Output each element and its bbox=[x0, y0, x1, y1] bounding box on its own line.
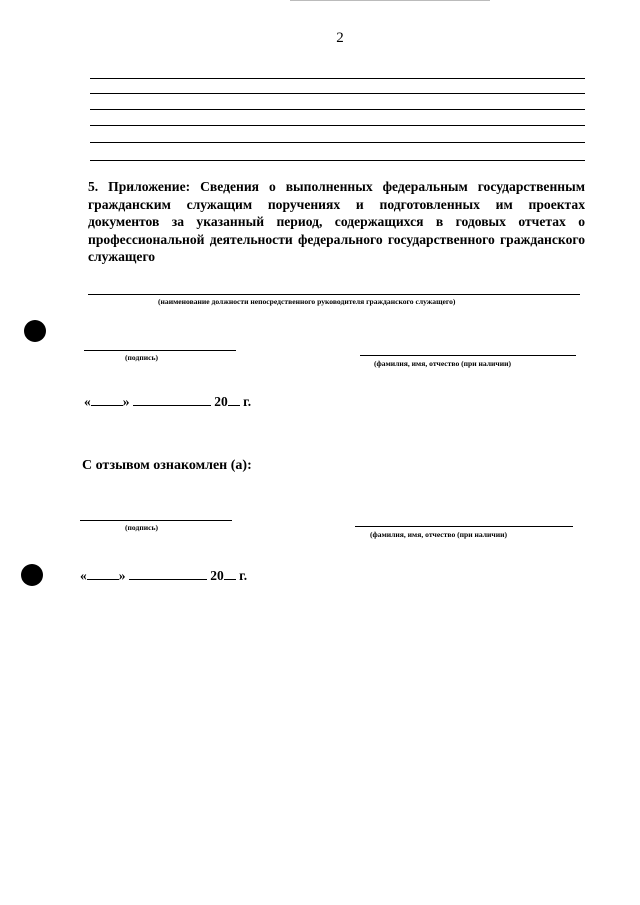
supervisor-position-caption: (наименование должности непосредственного руководителя гражданского служащего) bbox=[158, 297, 456, 306]
date-line-2 bbox=[80, 567, 247, 584]
date-2-year-blank bbox=[224, 567, 236, 580]
date-1-day-blank bbox=[91, 393, 123, 406]
blank-line-5 bbox=[90, 142, 585, 143]
acknowledgement-label: С отзывом ознакомлен (а): bbox=[82, 458, 252, 473]
date-1-year-prefix: 20 bbox=[214, 394, 228, 409]
blank-line-1 bbox=[90, 78, 585, 79]
date-1-year-suffix: г. bbox=[243, 394, 252, 409]
date-2-year-prefix: 20 bbox=[210, 568, 224, 583]
date-2-close-quote: » bbox=[118, 568, 126, 583]
blank-line-6 bbox=[90, 160, 585, 161]
date-line-1 bbox=[84, 393, 251, 410]
ack-fullname-line bbox=[355, 526, 573, 527]
ack-signature-line bbox=[80, 520, 232, 521]
supervisor-fullname-caption: (фамилия, имя, отчество (при наличии) bbox=[374, 359, 511, 368]
date-2-day-blank bbox=[87, 567, 119, 580]
ack-signature-caption: (подпись) bbox=[125, 523, 158, 532]
date-1-month-blank bbox=[133, 393, 211, 406]
punch-hole-top bbox=[24, 320, 46, 342]
supervisor-signature-caption: (подпись) bbox=[125, 353, 158, 362]
supervisor-position-line bbox=[88, 294, 580, 295]
supervisor-fullname-line bbox=[360, 355, 576, 356]
date-2-open-quote: « bbox=[80, 568, 87, 583]
blank-line-3 bbox=[90, 109, 585, 110]
date-2-month-blank bbox=[129, 567, 207, 580]
scan-edge bbox=[290, 0, 490, 1]
blank-line-4 bbox=[90, 125, 585, 126]
page-number: 2 bbox=[336, 30, 344, 46]
supervisor-signature-line bbox=[84, 350, 236, 351]
ack-fullname-caption: (фамилия, имя, отчество (при наличии) bbox=[370, 530, 507, 539]
date-1-close-quote: » bbox=[122, 394, 130, 409]
section-5-appendix: 5. Приложение: Сведения о выполненных федеральным государственным гражданским служащим поручениях и подготовленных им проектах документов за указанный период, содержащихся в годовых отчетах о профессиональной деятельности федерального государственного гражданского служащего bbox=[88, 179, 585, 264]
blank-line-2 bbox=[90, 93, 585, 94]
date-2-year-suffix: г. bbox=[239, 568, 248, 583]
punch-hole-bottom bbox=[21, 564, 43, 586]
date-1-open-quote: « bbox=[84, 394, 91, 409]
date-1-year-blank bbox=[228, 393, 240, 406]
